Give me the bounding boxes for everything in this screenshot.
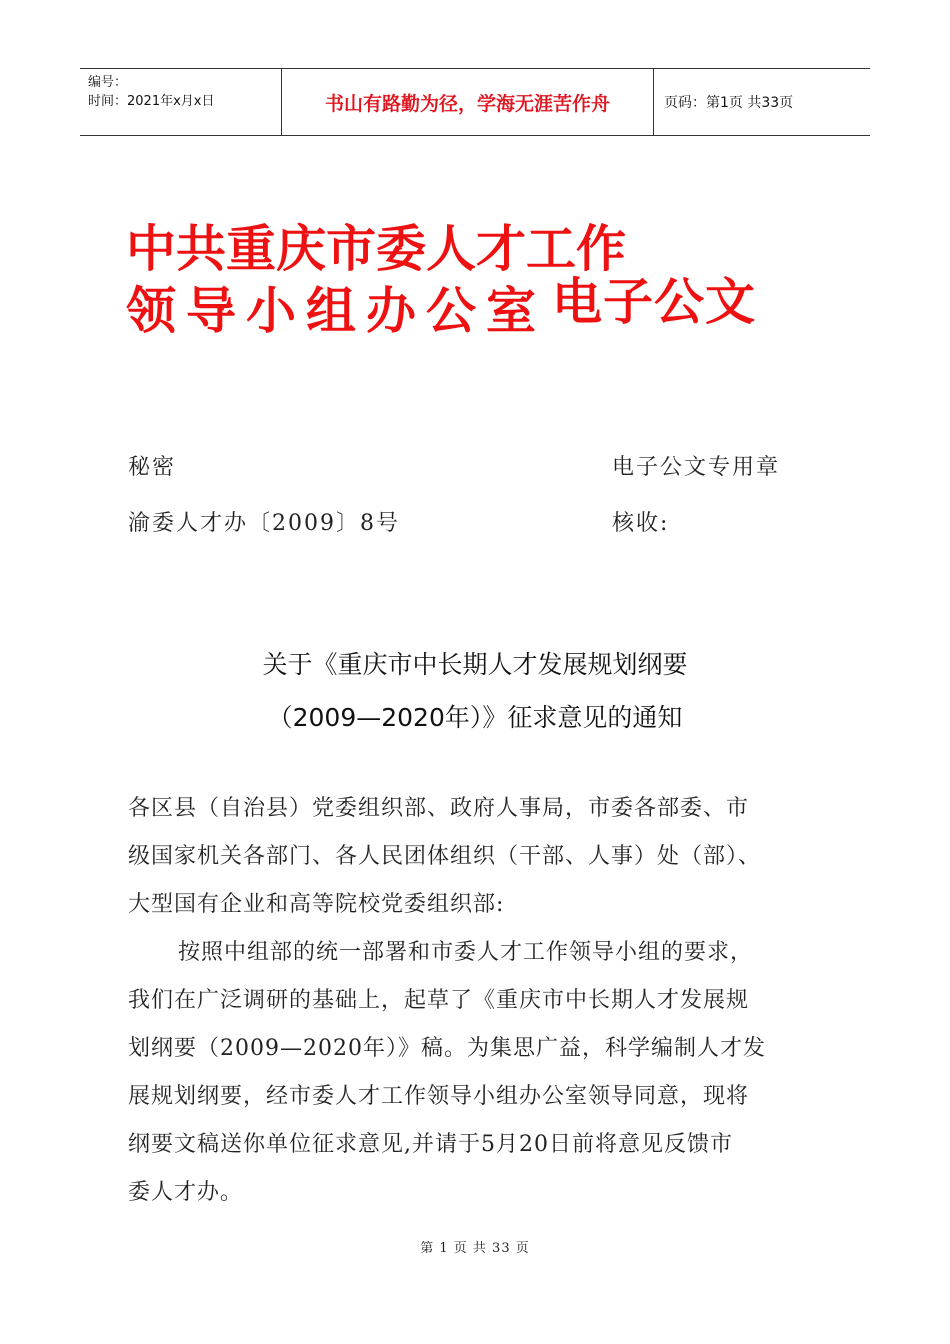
checked-label: 核收:: [612, 511, 670, 536]
addressee-line: 各区县（自治县）党委组织部、政府人事局，市委各部委、市: [128, 796, 750, 821]
paragraph-line: 纲要文稿送你单位征求意见,并请于5月20日前将意见反馈市: [128, 1132, 733, 1157]
document-number: 渝委人才办〔2009〕8号: [128, 511, 400, 536]
issuer-name: [126, 218, 626, 342]
addressee-line: 大型国有企业和高等院校党委组织部:: [128, 892, 505, 917]
time-label: 时间：2021年x月x日: [88, 94, 215, 109]
document-header: [80, 68, 870, 136]
paragraph-line: 按照中组部的统一部署和市委人才工作领导小组的要求，: [178, 940, 754, 965]
paragraph-line: 划纲要（2009—2020年）》稿。为集思广益，科学编制人才发: [128, 1036, 766, 1061]
header-left-cell: [80, 69, 281, 135]
document-title-line-2: （2009—2020年）》征求意见的通知: [267, 703, 683, 732]
secrecy-level: 秘密: [128, 455, 177, 480]
document-body: [128, 785, 828, 1217]
issuer-line-1: 中共重庆市委人才工作: [126, 220, 626, 278]
paragraph-line: 我们在广泛调研的基础上，起草了《重庆市中长期人才发展规: [128, 988, 750, 1013]
issuer-line-2: 领导小组办公室: [126, 282, 546, 340]
paragraph-line: 委人才办。: [128, 1180, 244, 1205]
motto: 书山有路勤为径，学海无涯苦作舟: [281, 69, 654, 135]
document-title-line-1: 关于《重庆市中长期人才发展规划纲要: [262, 650, 688, 679]
addressee-line: 级国家机关各部门、各人民团体组织（干部、人事）处（部）、: [128, 844, 762, 869]
number-label: 编号：: [88, 75, 128, 90]
page-footer: 第 1 页 共 33 页: [420, 1241, 530, 1256]
seal-label: 电子公文专用章: [612, 455, 781, 480]
page-info: 页码：第1页 共33页: [664, 95, 794, 111]
paragraph-line: 展规划纲要，经市委人才工作领导小组办公室领导同意，现将: [128, 1084, 750, 1109]
electronic-document-tag: 电子公文: [552, 273, 756, 331]
